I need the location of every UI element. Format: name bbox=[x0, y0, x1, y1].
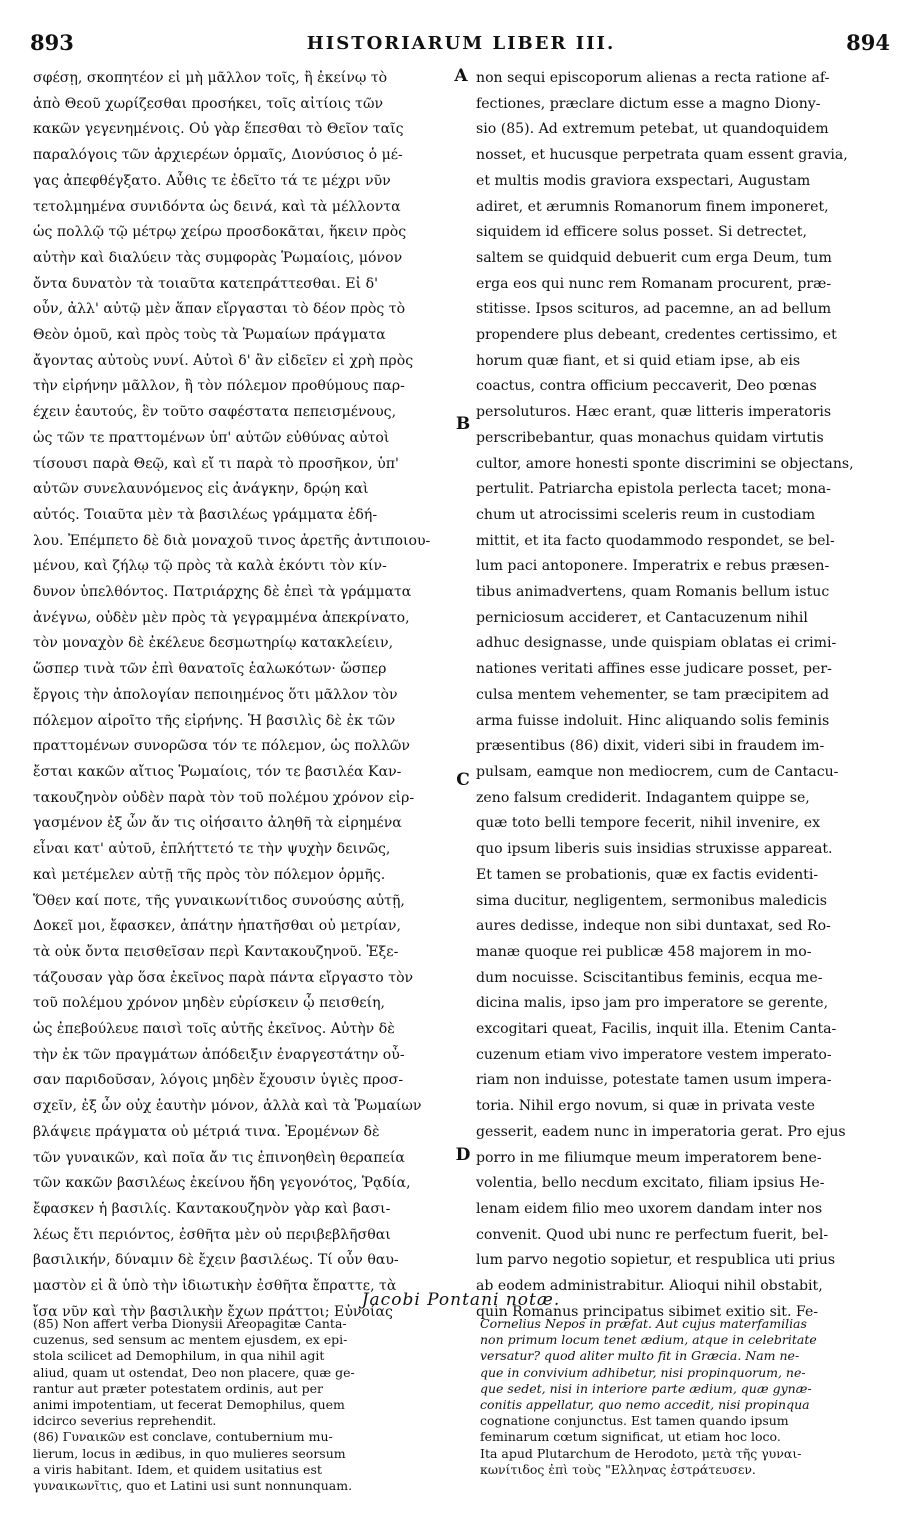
greek-text-line: τὴν εἰρήνην μᾶλλον, ἢ τὸν πόλεμον προθύμους παρ- bbox=[33, 378, 405, 395]
note-line: Cornelius Nepos in præfat. Aut cujus materfamilias bbox=[480, 1316, 807, 1331]
greek-text-line: μαστὸν εἰ ἃ ὑπὸ τὴν ἰδιωτικὴν ἐσθῆτα ἔπραττε, τὰ bbox=[33, 1278, 397, 1295]
latin-text-line: horum quæ fiant, et si quid etiam ipse, ab eis bbox=[476, 352, 801, 369]
greek-text-line: ἔργοις τὴν ἀπολογίαν πεποιημένος ὅτι μᾶλλον τὸν bbox=[33, 686, 398, 703]
note-line: conitis appellatur, quo nemo accedit, nisi propinqua bbox=[480, 1397, 810, 1413]
greek-text-line: τακουζηνὸν οὐδὲν παρὰ τὸν τοῦ πολέμου χρόνον εἰρ- bbox=[33, 789, 415, 806]
latin-text-line: gesserit, eadem nunc in imperatoria gerat. Pro ejus bbox=[476, 1123, 846, 1140]
greek-text-line: Ὅθεν καί ποτε, τῆς γυναικωνίτιδος συνούσης αὐτῇ, bbox=[33, 892, 405, 909]
greek-text-column bbox=[33, 66, 453, 1320]
greek-text-line: μένου, καὶ ζήλῳ τῷ πρὸς τὰ καλὰ ἑκόντι τὸν κίν- bbox=[33, 558, 387, 575]
greek-text-line: ὄντα δυνατὸν τὰ τοιαῦτα κατεπράττεσθαι. Εἰ δ' bbox=[33, 275, 378, 292]
greek-text-line: ὡς ἐπεβούλευε παισὶ τοῖς αὐτῆς ἐκεῖνος. Αὐτὴν δὲ bbox=[33, 1021, 395, 1038]
latin-text-line: perscribebantur, quas monachus quidam virtutis bbox=[476, 429, 824, 446]
greek-text-line: βασιλικήν, δύναμιν δὲ ἔχειν βασιλέως. Τί οὖν θαυ- bbox=[33, 1252, 399, 1269]
greek-text-line: ὥσπερ τινὰ τῶν ἐπὶ θανατοῖς ἑαλωκότων· ὥσπερ bbox=[33, 661, 387, 678]
greek-text-line: τίσουσι παρὰ Θεῷ, καὶ εἴ τι παρὰ τὸ προσῆκον, ὑπ' bbox=[33, 455, 399, 472]
note-line: κωνίτιδος ἐπὶ τοὺς "Ελληνας ἐστράτευσεν. bbox=[480, 1461, 756, 1477]
greek-text-line: βλάψειε πράγματα οὐ μέτριά τινα. Ἐρομένων δὲ bbox=[33, 1123, 380, 1140]
note-line: aliud, quam ut ostendat, Deo non placere, quæ ge- bbox=[33, 1364, 355, 1380]
greek-text-line: ὡς τῶν τε πραττομένων ὑπ' αὐτῶν εὐθύνας αὐτοὶ bbox=[33, 429, 390, 446]
latin-text-line: quæ toto belli tempore fecerit, nihil invenire, ex bbox=[476, 815, 821, 832]
greek-text-line: τῶν κακῶν βασιλέως ἐκείνου ἤδη γεγονότος, Ῥᾳδία, bbox=[33, 1175, 411, 1192]
latin-text-line: tibus animadvertens, quam Romanis bellum istuc bbox=[476, 584, 830, 601]
greek-text-line: αὐτός. Τοιαῦτα μὲν τὰ βασιλέως γράμματα ἐδή- bbox=[33, 506, 378, 523]
greek-text-line: κακῶν γεγενημένοις. Οὐ γὰρ ἕπεσθαι τὸ Θεῖον ταῖς bbox=[33, 121, 404, 138]
latin-text-line: sima ducitur, negligentem, sermonibus maledicis bbox=[476, 892, 827, 909]
margin-marker-b: B bbox=[455, 414, 471, 434]
latin-text-line: pertulit. Patriarcha epistola perlecta tacet; mona- bbox=[476, 481, 831, 498]
latin-text-line: adiret, et ærumnis Romanorum finem imponeret, bbox=[476, 198, 829, 215]
greek-text-line: Δοκεῖ μοι, ἔφασκεν, ἀπάτην ἠπατῆσθαι οὐ μετρίαν, bbox=[33, 918, 401, 935]
latin-text-line: volentia, bello necdum excitato, filiam ipsius He- bbox=[476, 1175, 825, 1192]
greek-text-line: τάζουσαν γὰρ ὅσα ἐκεῖνος παρὰ πάντα εἴργαστο τὸν bbox=[33, 969, 414, 986]
greek-text-line: ὡς πολλῷ τῷ μέτρῳ χείρω προσδοκᾶται, ἥκειν πρὸς bbox=[33, 224, 407, 241]
latin-text-line: nosset, et hucusque perpetrata quam essent gravia, bbox=[476, 147, 848, 164]
latin-text-line: cuzenum etiam vivo imperatore vestem imperato- bbox=[476, 1046, 832, 1063]
latin-text-line: mittit, et ita facto quodammodo respondet, se bel- bbox=[476, 532, 835, 549]
greek-text-line: παραλόγοις τῶν ἀρχιερέων ὁρμαῖς, Διονύσιος ὁ μέ- bbox=[33, 147, 403, 164]
greek-text-line: τὰ οὐκ ὄντα πεισθεῖσαν περὶ Καντακουζηνοῦ. Ἐξε- bbox=[33, 943, 399, 960]
latin-text-line: stitisse. Ipsos scituros, ad pacemne, an ad bellum bbox=[476, 301, 832, 318]
latin-text-line: cultor, amore honesti sponte discrimini se objectans, bbox=[476, 455, 854, 472]
note-line: que in convivium adhibetur, nisi propinquorum, ne- bbox=[480, 1364, 806, 1380]
notes-left-column bbox=[33, 1316, 458, 1516]
latin-text-column bbox=[476, 66, 892, 1320]
margin-marker-c: C bbox=[456, 770, 470, 790]
greek-text-line: τοῦ πολέμου χρόνον μηδὲν εὑρίσκειν ᾧ πεισθείη, bbox=[33, 995, 386, 1012]
latin-text-line: quin Romanus principatus sibimet exitio sit. Fe- bbox=[476, 1303, 819, 1320]
latin-text-line: præsentibus (86) dixit, videri sibi in fraudem im- bbox=[476, 738, 825, 755]
greek-text-line: τετολμημένα συνιδόντα ὡς δεινά, καὶ τὰ μέλλοντα bbox=[33, 198, 401, 215]
note-line: animi impotentiam, ut fecerat Demophilus, quem bbox=[33, 1397, 345, 1413]
greek-text-line: ἀπὸ Θεοῦ χωρίζεσθαι προσήκει, τοῖς αἰτίοις τῶν bbox=[33, 95, 384, 112]
latin-text-line: zeno falsum crediderit. Indagantem quippe se, bbox=[476, 789, 810, 806]
note-line: stola scilicet ad Demophilum, in qua nihil agit bbox=[33, 1348, 325, 1364]
latin-text-line: persoluturos. Hæc erant, quæ litteris imperatoris bbox=[476, 404, 832, 421]
margin-marker-d: D bbox=[455, 1145, 471, 1165]
latin-text-line: perniciosum acciderет, et Cantacuzenum nihil bbox=[476, 609, 808, 626]
latin-text-line: ab eodem administrabitur. Alioqui nihil obstabit, bbox=[476, 1278, 823, 1295]
note-line: (86) Γυναικῶν est conclave, contubernium mu- bbox=[33, 1429, 333, 1445]
greek-text-line: καὶ μετέμελεν αὐτῇ τῆς πρὸς τὸν πόλεμον ὁρμῆς. bbox=[33, 866, 386, 883]
greek-text-line: γασμένον ἐξ ὧν ἄν τις οἰήσαιτο ἀληθῆ τὰ εἰρημένα bbox=[33, 815, 402, 832]
latin-text-line: toria. Nihil ergo novum, si quæ in privata veste bbox=[476, 1098, 815, 1115]
greek-text-line: δυνον ὑπελθόντος. Πατριάρχης δὲ ἐπεὶ τὰ γράμματα bbox=[33, 584, 412, 601]
greek-text-line: έχειν ἑαυτούς, ἓν τοῦτο σαφέστατα πεπεισμένους, bbox=[33, 404, 397, 421]
greek-text-line: λου. Ἐπέμπετο δὲ διὰ μοναχοῦ τινος ἀρετῆς ἀντιποιου- bbox=[33, 532, 431, 549]
note-line: a viris habitant. Idem, et quidem usitatius est bbox=[33, 1461, 322, 1477]
notes-title: Jacobi Pontani notæ. bbox=[361, 1290, 561, 1310]
note-line: non primum locum tenet ædium, atque in celebritate bbox=[480, 1332, 817, 1348]
latin-text-line: culsa mentem vehementer, se tam præcipitem ad bbox=[476, 686, 830, 703]
greek-text-line: αὐτῶν συνελαυνόμενος εἰς ἀνάγκην, δρῴη καὶ bbox=[33, 481, 369, 498]
greek-text-line: οὖν, ἀλλ' αὐτῷ μὲν ἅπαν εἴργασται τὸ δέον πρὸς τὸ bbox=[33, 301, 406, 318]
greek-text-line: πραττομένων συνορῶσα τόν τε πόλεμον, ὡς πολλῶν bbox=[33, 738, 410, 755]
margin-marker-a: A bbox=[454, 66, 468, 86]
latin-text-line: siquidem id efficere solus posset. Si detrectet, bbox=[476, 224, 807, 241]
greek-text-line: τὸν μοναχὸν δὲ ἐκέλευε δεσμωτηρίῳ κατακλείειν, bbox=[33, 635, 394, 652]
latin-text-line: lum paci antoponere. Imperatrix e rebus præsen- bbox=[476, 558, 830, 575]
latin-text-line: erga eos qui nunc rem Romanam procurent, præ- bbox=[476, 275, 832, 292]
latin-text-line: propendere plus debeant, credentes certissimo, et bbox=[476, 327, 837, 344]
latin-text-line: lenam eidem filio meo uxorem dandam inter nos bbox=[476, 1200, 823, 1217]
latin-text-line: nationes veritati affines esse judicare posset, per- bbox=[476, 661, 832, 678]
latin-text-line: chum ut atrocissimi sceleris reum in custodiam bbox=[476, 506, 816, 523]
note-line: feminarum cœtum significat, ut etiam hoc loco. bbox=[480, 1429, 781, 1445]
greek-text-line: σχεῖν, ἐξ ὧν οὐχ ἑαυτὴν μόνον, ἀλλὰ καὶ τὰ Ῥωμαίων bbox=[33, 1098, 422, 1115]
greek-text-line: εἶναι κατ' αὐτοῦ, ἐπλήττετό τε τὴν ψυχὴν δεινῶς, bbox=[33, 841, 391, 858]
latin-text-line: non sequi episcoporum alienas a recta ratione af- bbox=[476, 70, 830, 86]
latin-text-line: arma fuisse indoluit. Hinc aliquando solis feminis bbox=[476, 712, 830, 729]
latin-text-line: convenit. Quod ubi nunc re perfectum fuerit, bel- bbox=[476, 1226, 829, 1243]
latin-text-line: aures dedisse, indeque non sibi duntaxat, sed Ro- bbox=[476, 918, 831, 935]
latin-text-line: saltem se quidquid debuerit cum erga Deum, tum bbox=[476, 249, 832, 266]
greek-text-line: ἔσται κακῶν αἴτιος Ῥωμαίοις, τόν τε βασιλέα Καν- bbox=[33, 763, 402, 780]
note-line: versatur? quod aliter multo fit in Græcia. Nam ne- bbox=[480, 1348, 800, 1364]
latin-text-line: quo ipsum liberis suis insidias struxisse appareat. bbox=[476, 841, 833, 858]
latin-text-line: adhuc designasse, unde quispiam oblatas ei crimi- bbox=[476, 635, 837, 652]
greek-text-line: αὐτὴν καὶ διαλύειν τὰς συμφορὰς Ῥωμαίοις, μόνον bbox=[33, 249, 403, 266]
latin-text-line: et multis modis graviora exspectari, Augustam bbox=[476, 172, 811, 189]
note-line: γυναικωνῖτις, quo et Latini usi sunt nonnunquam. bbox=[33, 1478, 353, 1494]
latin-text-line: coactus, contra officium peccaverit, Deo pœnas bbox=[476, 378, 817, 395]
latin-text-line: sio (85). Ad extremum petebat, ut quandoquidem bbox=[476, 121, 829, 138]
greek-text-line: λέως ἔτι περιόντος, ἐσθῆτα μὲν οὐ περιβεβλῆσθαι bbox=[33, 1226, 391, 1243]
greek-text-line: ἔφασκεν ἡ βασιλίς. Καντακουζηνὸν γὰρ καὶ βασι- bbox=[33, 1200, 391, 1217]
latin-text-line: fectiones, præclare dictum esse a magno Diony- bbox=[476, 95, 821, 112]
page-number-left: 893 bbox=[30, 30, 74, 55]
latin-text-line: excogitari queat, Facilis, inquit illa. Etenim Canta- bbox=[476, 1021, 837, 1038]
latin-text-line: lum parvo negotio sopietur, et respublica uti prius bbox=[476, 1252, 836, 1269]
note-line: cognatione conjunctus. Est tamen quando ipsum bbox=[480, 1413, 789, 1429]
greek-text-line: Θεὸν ὁμοῦ, καὶ πρὸς τοὺς τὰ Ῥωμαίων πράγματα bbox=[33, 327, 386, 344]
greek-text-line: τῶν γυναικῶν, καὶ ποῖα ἄν τις ἐπινοηθεὶη θεραπεία bbox=[33, 1149, 405, 1166]
greek-text-line: τὴν ἐκ τῶν πραγμάτων ἀπόδειξιν ἐναργεστάτην οὖ- bbox=[33, 1046, 405, 1063]
greek-text-line: ἄγοντας αὐτοὺς νυνί. Αὐτοὶ δ' ἂν εἰδεῖεν εἰ χρὴ πρὸς bbox=[33, 352, 414, 369]
page-number-right: 894 bbox=[846, 30, 890, 55]
latin-text-line: manæ quoque rei publicæ 458 majorem in mo- bbox=[476, 943, 812, 960]
latin-text-line: dicina malis, ipso jam pro imperatore se gerente, bbox=[476, 995, 829, 1012]
note-line: rantur aut præter potestatem ordinis, aut per bbox=[33, 1380, 323, 1396]
greek-text-line: σαν παριδοῦσαν, λόγοις μηδὲν ἔχουσιν ὑγιὲς προσ- bbox=[33, 1072, 404, 1089]
note-line: cuzenus, sed sensum ac mentem ejusdem, ex epi- bbox=[33, 1332, 348, 1348]
greek-text-line: σφέσῃ, σκοπητέον εἰ μὴ μᾶλλον τοῖς, ἢ ἐκείνῳ τὸ bbox=[33, 70, 388, 86]
greek-text-line: πόλεμον αἱροῖτο τῆς εἰρήνης. Ἡ βασιλὶς δὲ ἐκ τῶν bbox=[33, 712, 396, 729]
note-line: lierum, locus in ædibus, in quo mulieres seorsum bbox=[33, 1445, 346, 1461]
greek-text-line: γας ἀπεφθέγξατο. Αὖθις τε ἐδεῖτο τά τε μέχρι νῦν bbox=[33, 172, 391, 189]
latin-text-line: pulsam, eamque non mediocrem, cum de Cantacu- bbox=[476, 763, 839, 780]
note-line: que sedet, nisi in interiore parte ædium, quæ gynæ- bbox=[480, 1380, 812, 1396]
note-line: (85) Non affert verba Dionysii Areopagitæ Canta- bbox=[33, 1316, 347, 1331]
notes-right-column bbox=[480, 1316, 892, 1516]
latin-text-line: porro in me filiumque meum imperatorem bene- bbox=[476, 1149, 822, 1166]
page-header bbox=[0, 30, 922, 66]
running-title: HISTORIARUM LIBER III. bbox=[306, 33, 616, 54]
latin-text-line: dum nocuisse. Sciscitantibus feminis, ecqua me- bbox=[476, 969, 823, 986]
greek-text-line: ἴσα νῦν καὶ τὴν βασιλικὴν ἔχων πράττοι; Εὐνοίας bbox=[33, 1303, 393, 1320]
latin-text-line: riam non induisse, potestate tamen usum impera- bbox=[476, 1072, 832, 1089]
note-line: Ita apud Plutarchum de Herodoto, μετὰ τῆς γυναι- bbox=[480, 1445, 802, 1461]
note-line: idcirco severius reprehendit. bbox=[33, 1413, 217, 1429]
greek-text-line: ἀνέγνω, οὐδὲν μὲν πρὸς τὰ γεγραμμένα ἀπεκρίνατο, bbox=[33, 609, 410, 626]
latin-text-line: Et tamen se probationis, quæ ex factis evidenti- bbox=[476, 866, 819, 883]
